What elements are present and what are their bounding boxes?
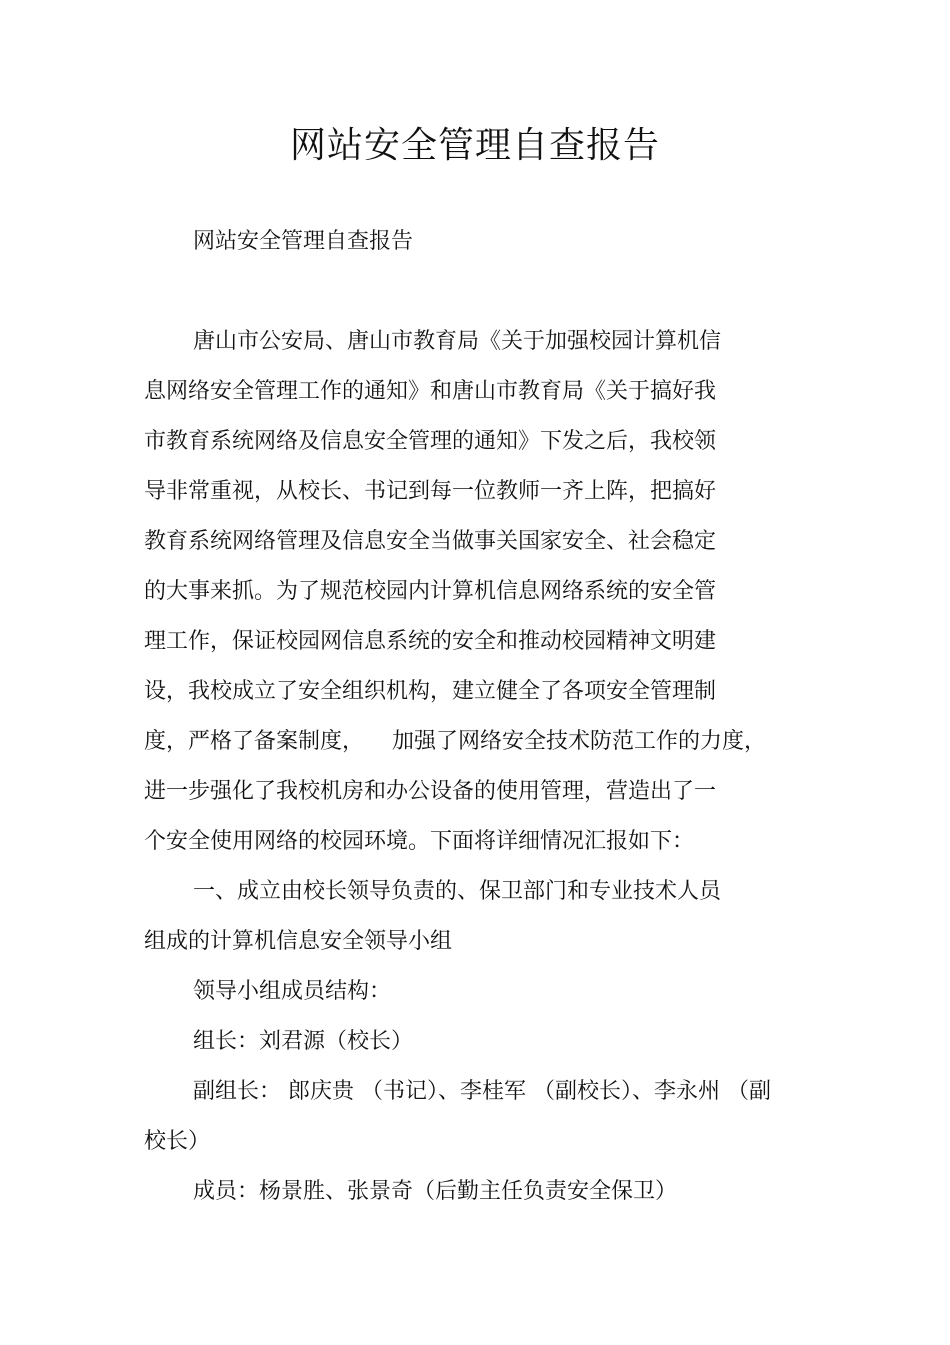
paragraph-line: 的大事来抓。为了规范校园内计算机信息网络系统的安全管 [144,579,717,604]
paragraph-line: 导非常重视，从校长、书记到每一位教师一齐上阵，把搞好 [144,479,717,504]
paragraph-line: 理工作，保证校园网信息系统的安全和推动校园精神文明建 [144,629,717,654]
members-line: 成员：杨景胜、张景奇（后勤主任负责安全保卫） [193,1179,678,1204]
paragraph-line: 教育系统网络管理及信息安全当做事关国家安全、社会稳定 [144,529,717,554]
leader-line: 组长：刘君源（校长） [193,1029,414,1054]
deputy-line: 副组长： 郎庆贵 （书记）、李桂军 （副校长）、李永州 （副 [193,1079,771,1104]
paragraph-line-part: 度，严格了备案制度， [144,729,365,754]
paragraph-line: 进一步强化了我校机房和办公设备的使用管理，营造出了一 [144,779,717,804]
document-title: 网站安全管理自查报告 [289,125,660,166]
paragraph-line: 息网络安全管理工作的通知》和唐山市教育局《关于搞好我 [144,379,717,404]
document-subtitle: 网站安全管理自查报告 [193,229,414,254]
paragraph-line: 市教育系统网络及信息安全管理的通知》下发之后，我校领 [144,429,717,454]
members-heading: 领导小组成员结构： [193,979,392,1004]
paragraph-line: 唐山市公安局、唐山市教育局《关于加强校园计算机信 [193,329,722,354]
paragraph-line-part: 加强了网络安全技术防范工作的力度， [392,729,767,754]
deputy-line-continued: 校长） [144,1129,211,1154]
paragraph-line: 设，我校成立了安全组织机构，建立健全了各项安全管理制 [144,679,717,704]
section-heading-line: 组成的计算机信息安全领导小组 [144,929,453,954]
paragraph-line: 个安全使用网络的校园环境。下面将详细情况汇报如下： [144,829,695,854]
paragraph-line [144,727,766,757]
section-heading-line: 一、成立由校长领导负责的、保卫部门和专业技术人员 [193,879,722,904]
